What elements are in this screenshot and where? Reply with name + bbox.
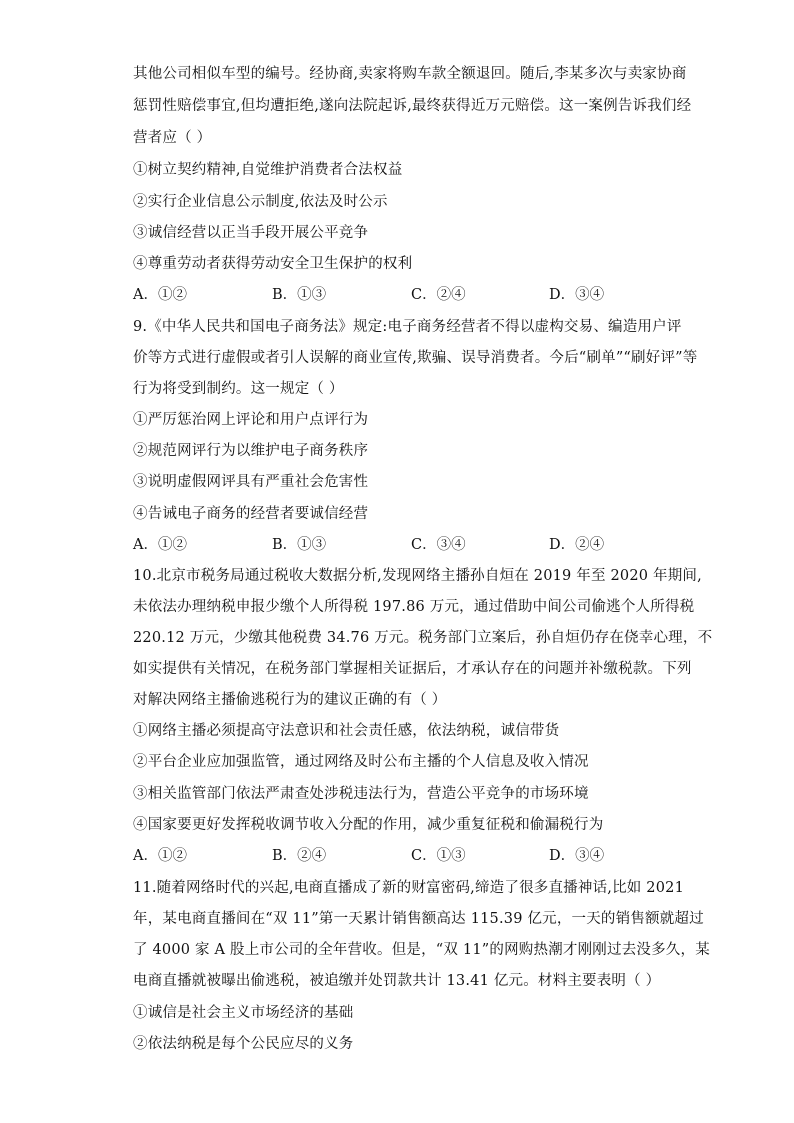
q8-option-a[interactable]: A．①② — [133, 287, 187, 303]
q9-stem-line-2: 价等方式进行虚假或者引人误解的商业宣传,欺骗、误导消费者。今后“刷单”“刷好评”等 — [133, 350, 698, 366]
q9-stem-line-1: 9.《中华人民共和国电子商务法》规定:电子商务经营者不得以虚构交易、编造用户评 — [133, 319, 682, 335]
q10-item-3: ③相关监管部门依法严肃查处涉税违法行为，营造公平竞争的市场环境 — [133, 786, 589, 802]
q11-item-1: ①诚信是社会主义市场经济的基础 — [133, 1005, 354, 1021]
q9-item-2: ②规范网评行为以维护电子商务秩序 — [133, 443, 369, 459]
q10-stem-line-3: 220.12 万元，少缴其他税费 34.76 万元。税务部门立案后，孙自烜仍存在侥幸心理，不 — [133, 630, 713, 646]
q10-item-2: ②平台企业应加强监管，通过网络及时公布主播的个人信息及收入情况 — [133, 754, 589, 770]
q9-option-d[interactable]: D．②④ — [549, 537, 605, 553]
q9-option-c[interactable]: C．③④ — [411, 537, 466, 553]
q8-item-2: ②实行企业信息公示制度,依法及时公示 — [133, 194, 388, 210]
q10-item-4: ④国家要更好发挥税收调节收入分配的作用，减少重复征税和偷漏税行为 — [133, 817, 604, 833]
q9-item-3: ③说明虚假网评具有严重社会危害性 — [133, 474, 369, 490]
q11-stem-line-4: 电商直播就被曝出偷逃税，被追缴并处罚款共计 13.41 亿元。材料主要表明（ ） — [133, 973, 661, 989]
q8-option-d[interactable]: D．③④ — [549, 287, 605, 303]
q11-item-2: ②依法纳税是每个公民应尽的义务 — [133, 1036, 354, 1052]
q10-stem-line-1: 10.北京市税务局通过税收大数据分析,发现网络主播孙自烜在 2019 年至 2020 年期间, — [133, 568, 702, 584]
q8-item-4: ④尊重劳动者获得劳动安全卫生保护的权利 — [133, 256, 413, 272]
q8-item-3: ③诚信经营以正当手段开展公平竞争 — [133, 225, 369, 241]
q10-item-1: ①网络主播必须提高守法意识和社会责任感，依法纳税，诚信带货 — [133, 723, 560, 739]
q8-stem-line-1: 其他公司相似车型的编号。经协商,卖家将购车款全额退回。随后,李某多次与卖家协商 — [133, 66, 687, 82]
q10-stem-line-2: 未依法办理纳税申报少缴个人所得税 197.86 万元，通过借助中间公司偷逃个人所得税 — [133, 599, 695, 615]
q8-item-1: ①树立契约精神,自觉维护消费者合法权益 — [133, 162, 403, 178]
q9-item-4: ④告诫电子商务的经营者要诚信经营 — [133, 506, 369, 522]
q11-stem-line-2: 年，某电商直播间在“双 11”第一天累计销售额高达 115.39 亿元，一天的销售额就超过 — [133, 911, 704, 927]
q8-stem-line-3: 营者应（ ） — [133, 130, 212, 146]
q10-option-a[interactable]: A．①② — [133, 848, 187, 864]
q9-item-1: ①严厉惩治网上评论和用户点评行为 — [133, 412, 369, 428]
q10-option-d[interactable]: D．③④ — [549, 848, 605, 864]
q8-stem-line-2: 惩罚性赔偿事宜,但均遭拒绝,遂向法院起诉,最终获得近万元赔偿。这一案例告诉我们经 — [133, 98, 692, 114]
q11-stem-line-1: 11.随着网络时代的兴起,电商直播成了新的财富密码,缔造了很多直播神话,比如 2021 — [133, 880, 684, 896]
q10-option-b[interactable]: B．②④ — [272, 848, 327, 864]
q9-option-a[interactable]: A．①② — [133, 537, 187, 553]
q8-option-c[interactable]: C．②④ — [411, 287, 466, 303]
q10-stem-line-5: 对解决网络主播偷逃税行为的建议正确的有（ ） — [133, 692, 447, 708]
q10-option-c[interactable]: C．①③ — [411, 848, 466, 864]
q9-stem-line-3: 行为将受到制约。这一规定（ ） — [133, 381, 344, 397]
q8-option-b[interactable]: B．①③ — [272, 287, 327, 303]
q11-stem-line-3: 了 4000 家 A 股上市公司的全年营收。但是，“双 11”的网购热潮才刚刚过去没多久，某 — [133, 942, 710, 958]
q10-stem-line-4: 如实提供有关情况，在税务部门掌握相关证据后，才承认存在的问题并补缴税款。下列 — [133, 661, 692, 677]
q9-option-b[interactable]: B．①③ — [272, 537, 327, 553]
